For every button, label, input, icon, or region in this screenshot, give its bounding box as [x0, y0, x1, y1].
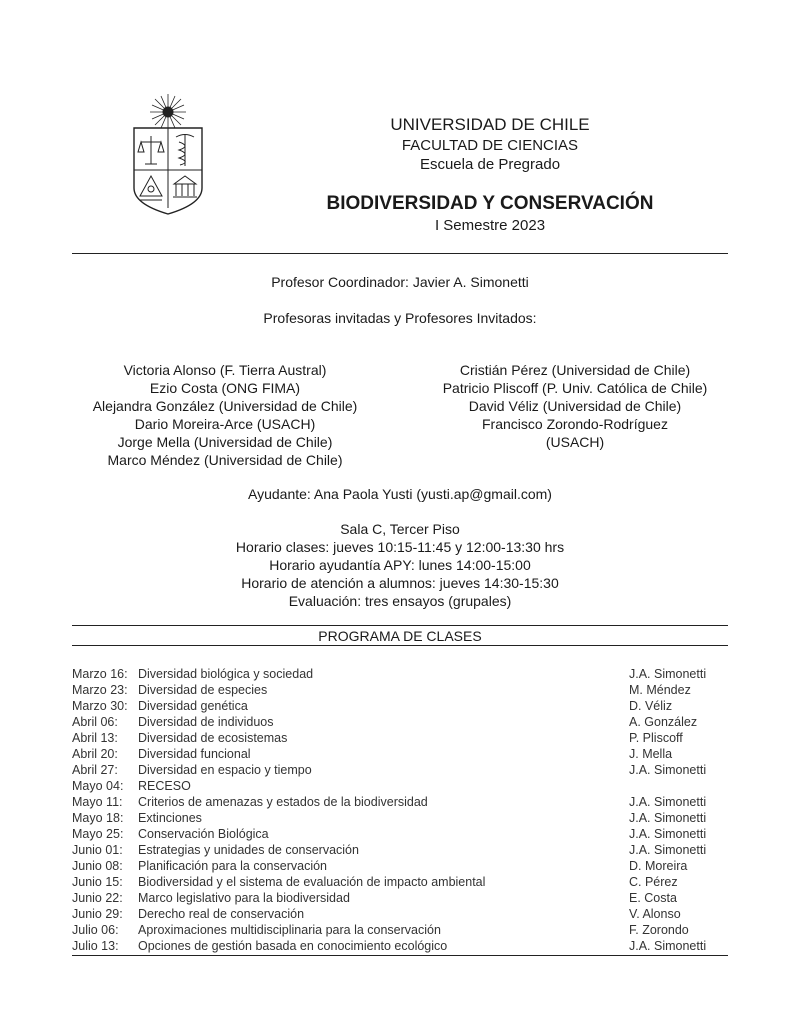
class-lecturer: A. González	[629, 715, 698, 729]
class-lecturer: J.A. Simonetti	[629, 827, 707, 841]
schedule-row	[72, 714, 728, 730]
class-topic: Marco legislativo para la biodiversidad	[138, 891, 350, 905]
invited-professor: (USACH)	[545, 434, 605, 450]
invited-heading: Profesoras invitadas y Profesores Invitados:	[263, 310, 537, 326]
class-lecturer: J.A. Simonetti	[629, 763, 707, 777]
schedule-row	[72, 810, 728, 826]
class-date: Marzo 23:	[72, 683, 128, 697]
class-schedule	[72, 666, 728, 954]
invited-professor: Cristián Pérez (Universidad de Chile)	[459, 362, 691, 378]
schedule-row	[72, 842, 728, 858]
class-date: Abril 13:	[72, 731, 118, 745]
office-hours: Horario de atención a alumnos: jueves 14:30-15:30	[241, 575, 559, 591]
schedule-row	[72, 682, 728, 698]
class-date: Junio 22:	[72, 891, 123, 905]
school-name: Escuela de Pregrado	[419, 156, 561, 173]
schedule-row	[72, 698, 728, 714]
class-date: Mayo 25:	[72, 827, 124, 841]
class-topic: Criterios de amenazas y estados de la biodiversidad	[138, 795, 428, 809]
class-date: Julio 06:	[72, 923, 119, 937]
class-date: Julio 13:	[72, 939, 119, 953]
schedule-row	[72, 826, 728, 842]
logistics-block	[0, 520, 800, 610]
class-topic: Diversidad de ecosistemas	[138, 731, 288, 745]
invited-professor: Ezio Costa (ONG FIMA)	[149, 380, 301, 396]
help-hours: Horario ayudantía APY: lunes 14:00-15:00	[269, 557, 531, 573]
invited-professor: Francisco Zorondo-Rodríguez	[482, 416, 668, 432]
class-date: Junio 15:	[72, 875, 123, 889]
class-date: Marzo 16:	[72, 667, 128, 681]
class-lecturer: P. Pliscoff	[629, 731, 683, 745]
coordinator: Profesor Coordinador: Javier A. Simonetti	[271, 274, 529, 290]
class-topic: Aproximaciones multidisciplinaria para la conservación	[138, 923, 441, 937]
class-lecturer: F. Zorondo	[629, 923, 689, 937]
class-topic: Diversidad genética	[138, 699, 248, 713]
schedule-row	[72, 778, 728, 794]
class-topic: Estrategias y unidades de conservación	[138, 843, 359, 857]
university-crest-logo	[128, 92, 208, 218]
class-topic: Biodiversidad y el sistema de evaluación de impacto ambiental	[138, 875, 486, 889]
class-topic: Conservación Biológica	[138, 827, 269, 841]
class-topic: Diversidad en espacio y tiempo	[138, 763, 312, 777]
class-date: Abril 06:	[72, 715, 118, 729]
schedule-row	[72, 794, 728, 810]
class-topic: Opciones de gestión basada en conocimiento ecológico	[138, 939, 448, 953]
class-lecturer: V. Alonso	[629, 907, 681, 921]
class-lecturer: J.A. Simonetti	[629, 667, 707, 681]
assistant: Ayudante: Ana Paola Yusti (yusti.ap@gmail.com)	[248, 486, 552, 502]
class-date: Abril 20:	[72, 747, 118, 761]
class-date: Junio 01:	[72, 843, 123, 857]
schedule-row	[72, 858, 728, 874]
class-date: Mayo 18:	[72, 811, 124, 825]
class-topic: Diversidad de especies	[138, 683, 268, 697]
program-bottom-divider	[72, 955, 728, 956]
class-lecturer: J.A. Simonetti	[629, 795, 707, 809]
class-topic: Planificación para la conservación	[138, 859, 327, 873]
schedule-row	[72, 874, 728, 890]
faculty-name: FACULTAD DE CIENCIAS	[401, 137, 579, 154]
class-lecturer: D. Moreira	[629, 859, 688, 873]
program-heading: PROGRAMA DE CLASES	[318, 628, 482, 644]
semester: I Semestre 2023	[434, 217, 546, 234]
class-topic: Diversidad biológica y sociedad	[138, 667, 314, 681]
class-date: Junio 29:	[72, 907, 123, 921]
class-lecturer: M. Méndez	[629, 683, 691, 697]
class-lecturer: E. Costa	[629, 891, 677, 905]
schedule-row	[72, 666, 728, 682]
schedule-row	[72, 890, 728, 906]
class-hours: Horario clases: jueves 10:15-11:45 y 12:00-13:30 hrs	[235, 539, 565, 555]
university-name: UNIVERSIDAD DE CHILE	[390, 115, 590, 134]
class-topic: RECESO	[138, 779, 191, 793]
invited-professor: Dario Moreira-Arce (USACH)	[134, 416, 316, 432]
class-lecturer: D. Véliz	[629, 699, 673, 713]
class-date: Mayo 11:	[72, 795, 123, 809]
class-lecturer: J. Mella	[629, 747, 673, 761]
schedule-row	[72, 746, 728, 762]
class-lecturer: J.A. Simonetti	[629, 939, 707, 953]
invited-left-column	[60, 361, 390, 469]
class-date: Marzo 30:	[72, 699, 128, 713]
schedule-row	[72, 906, 728, 922]
invited-professor: Patricio Pliscoff (P. Univ. Católica de Chile)	[442, 380, 708, 396]
schedule-row	[72, 730, 728, 746]
class-lecturer: C. Pérez	[629, 875, 678, 889]
evaluation: Evaluación: tres ensayos (grupales)	[288, 593, 512, 609]
invited-professor: Alejandra González (Universidad de Chile)	[92, 398, 358, 414]
program-top-divider	[72, 625, 728, 626]
class-date: Mayo 04:	[72, 779, 124, 793]
class-date: Abril 27:	[72, 763, 118, 777]
class-topic: Diversidad de individuos	[138, 715, 274, 729]
schedule-row	[72, 938, 728, 954]
schedule-row	[72, 922, 728, 938]
header-divider	[72, 253, 728, 254]
invited-professor: David Véliz (Universidad de Chile)	[468, 398, 682, 414]
course-title: BIODIVERSIDAD Y CONSERVACIÓN	[326, 193, 654, 214]
class-lecturer: J.A. Simonetti	[629, 843, 707, 857]
class-lecturer: J.A. Simonetti	[629, 811, 707, 825]
program-heading-divider	[72, 645, 728, 646]
room: Sala C, Tercer Piso	[340, 521, 460, 537]
class-topic: Diversidad funcional	[138, 747, 251, 761]
class-topic: Extinciones	[138, 811, 202, 825]
schedule-row	[72, 762, 728, 778]
invited-professor: Jorge Mella (Universidad de Chile)	[117, 434, 333, 450]
invited-professor: Marco Méndez (Universidad de Chile)	[107, 452, 343, 468]
invited-right-column	[410, 361, 740, 451]
invited-professor: Victoria Alonso (F. Tierra Austral)	[123, 362, 327, 378]
class-date: Junio 08:	[72, 859, 123, 873]
class-topic: Derecho real de conservación	[138, 907, 305, 921]
